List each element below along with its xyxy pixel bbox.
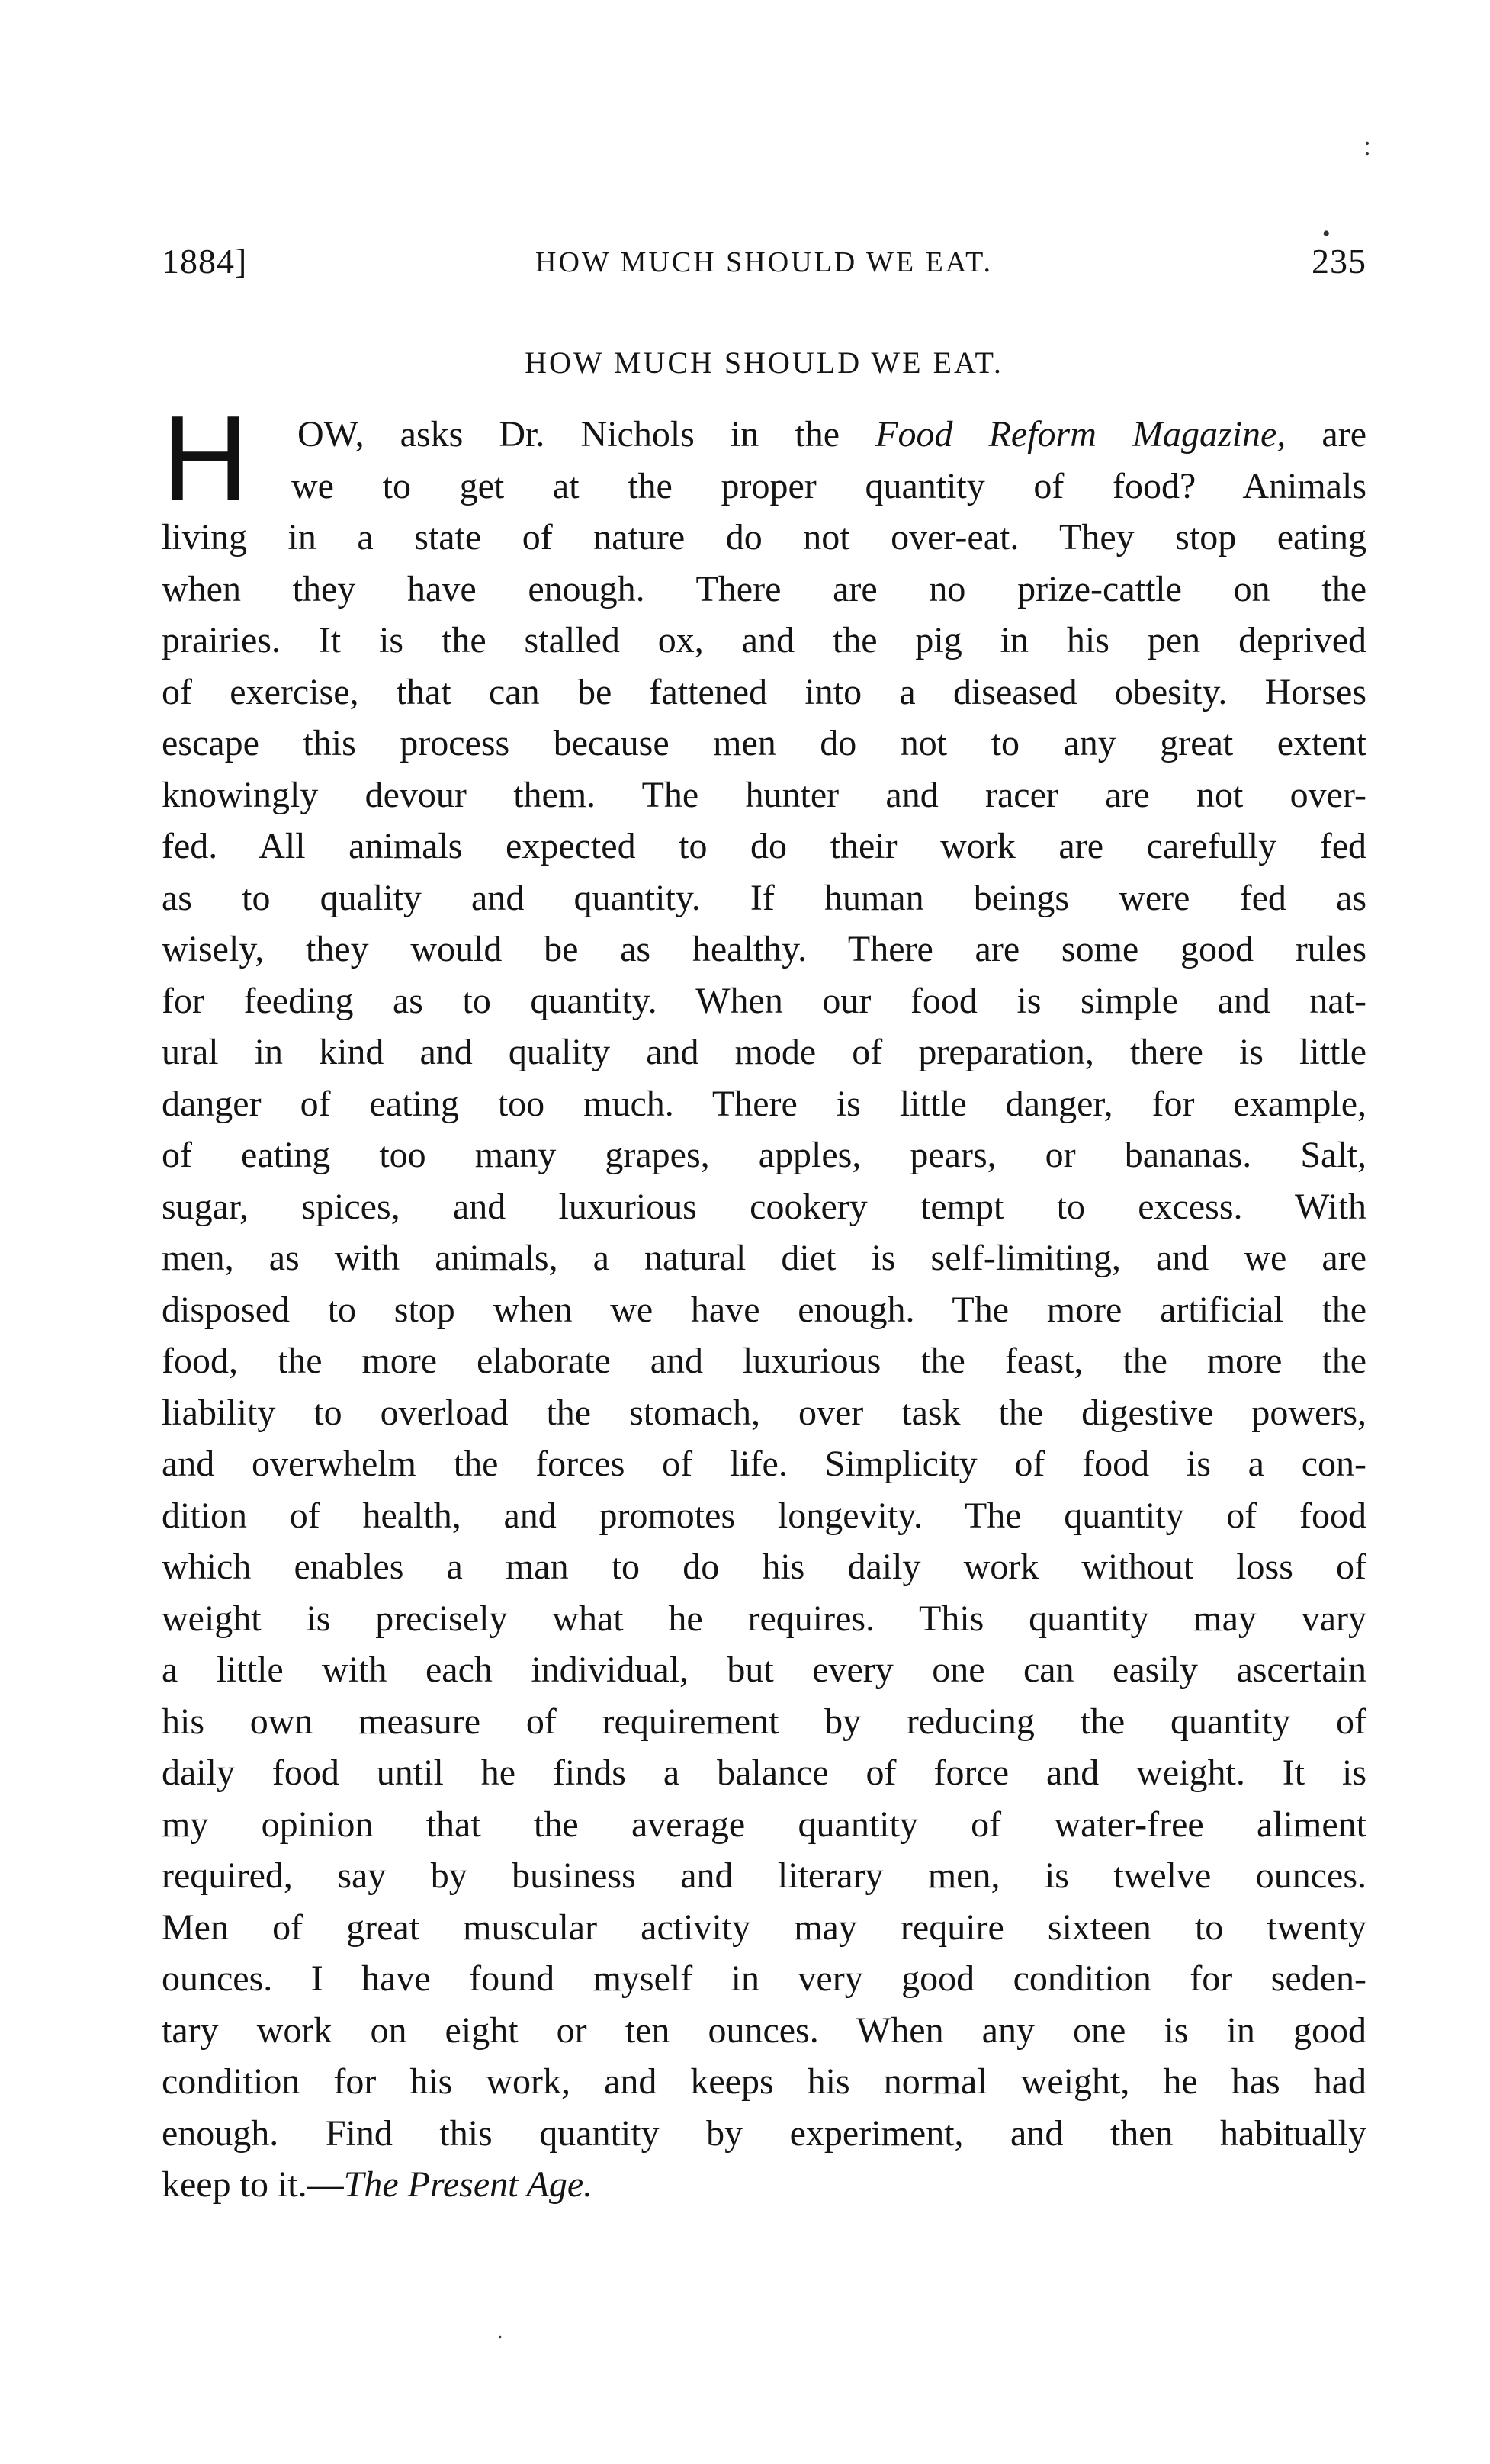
text-line: dition of health, and promotes longevity. The quantity of food [162,1495,1366,1536]
running-head-year: 1884] [162,242,248,281]
text-line: a little with each individual, but every one can easily ascertain [162,1650,1366,1690]
text-line: ural in kind and quality and mode of preparation, there is little [162,1032,1366,1072]
text-line: liability to overload the stomach, over task the digestive powers, [162,1392,1366,1433]
text-line: danger of eating too much. There is little danger, for example, [162,1083,1366,1124]
drop-cap: H [162,391,249,525]
text-line: his own measure of requirement by reducing the quantity of [162,1701,1366,1742]
text-line: men, as with animals, a natural diet is self-limiting, and we are [162,1238,1366,1278]
text-fragment: are [1286,414,1366,455]
text-line: as to quality and quantity. If human beings were fed as [162,877,1366,918]
text-line: sugar, spices, and luxurious cookery tempt to excess. With [162,1186,1366,1227]
magazine-title: Food Reform Magazine, [875,414,1286,455]
margin-mark: • [1322,221,1331,246]
text-line: prairies. It is the stalled ox, and the pig in his pen deprived [162,620,1366,660]
text-line: food, the more elaborate and luxurious the feast, the more the [162,1341,1366,1381]
text-line: living in a state of nature do not over-eat. They stop eating [162,517,1366,557]
text-line: and overwhelm the forces of life. Simplicity of food is a con- [162,1444,1366,1484]
page-number: 235 [1312,242,1366,281]
text-line: when they have enough. There are no prize-cattle on the [162,568,1366,609]
text-line: which enables a man to do his daily work without loss of [162,1547,1366,1587]
text-line: Men of great muscular activity may require sixteen to twenty [162,1907,1366,1948]
article-body [162,391,1366,2211]
running-head [162,241,1366,294]
text-line: weight is precisely what he requires. This quantity may vary [162,1598,1366,1639]
text-line [162,2159,1366,2211]
article-title: HOW MUCH SHOULD WE EAT. [525,345,1004,380]
text-fragment: OW, asks Dr. Nichols in the [297,414,876,455]
text-line: knowingly devour them. The hunter and racer are not over- [162,774,1366,815]
text-line: enough. Find this quantity by experiment, and then habitually [162,2112,1366,2154]
text-line: for feeding as to quantity. When our food is simple and nat- [162,980,1366,1021]
text-line: disposed to stop when we have enough. The more artificial the [162,1289,1366,1330]
text-line: required, say by business and literary men, is twelve ounces. [162,1855,1366,1896]
text-line: of exercise, that can be fattened into a diseased obesity. Horses [162,671,1366,712]
source-citation: The Present Age. [343,2164,593,2205]
text-line: of eating too many grapes, apples, pears, or bananas. Salt, [162,1135,1366,1175]
text-line: wisely, they would be as healthy. There are some good rules [162,929,1366,969]
text-fragment: keep to it.— [162,2164,344,2205]
text-line: we to get at the proper quantity of food? Animals [291,465,1366,506]
text-line: my opinion that the average quantity of water-free aliment [162,1804,1366,1845]
margin-mark: . [497,2318,503,2344]
text-line: fed. All animals expected to do their work are carefully fed [162,826,1366,866]
text-line [162,409,1366,461]
text-line: daily food until he finds a balance of force and weight. It is [162,1752,1366,1793]
text-line: escape this process because men do not to any great extent [162,723,1366,763]
text-line: tary work on eight or ten ounces. When any one is in good [162,2009,1366,2051]
text-line: ounces. I have found myself in very good condition for seden- [162,1958,1366,1999]
running-head-title: HOW MUCH SHOULD WE EAT. [535,246,993,278]
text-line: condition for his work, and keeps his normal weight, he has had [162,2061,1366,2102]
margin-mark: : [1363,130,1372,161]
